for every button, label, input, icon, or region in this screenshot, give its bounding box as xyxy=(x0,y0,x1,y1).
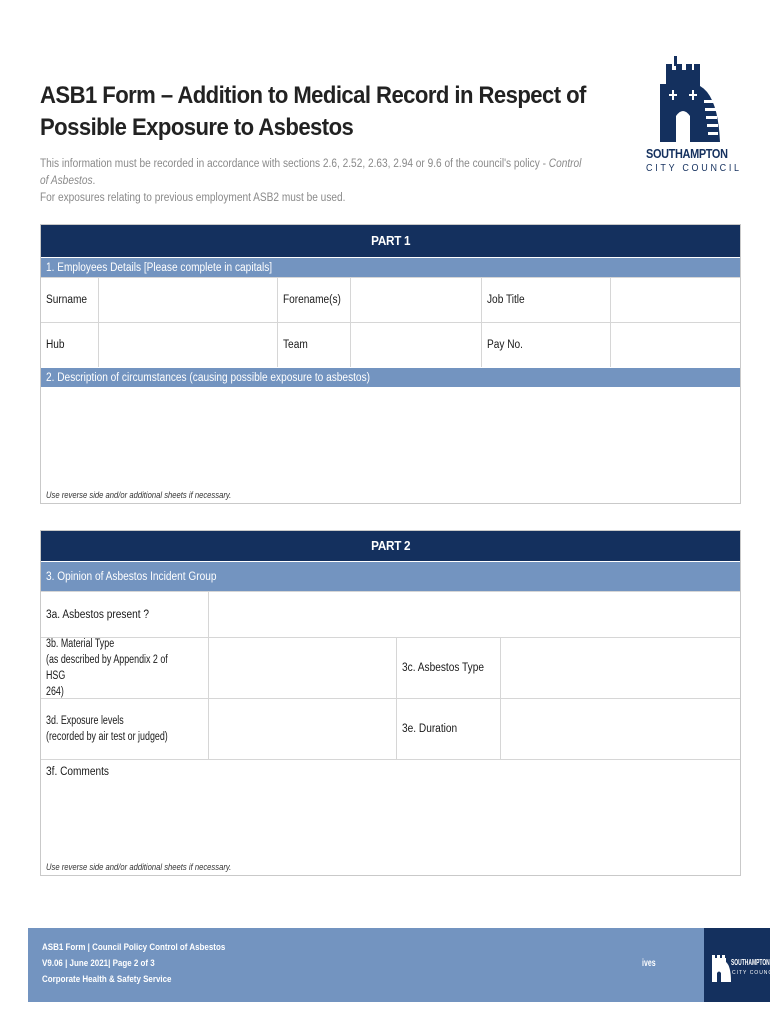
team-label: Team xyxy=(283,339,308,351)
castle-logo-icon xyxy=(654,56,730,142)
section1-header xyxy=(41,257,740,277)
part1-title: PART 1 xyxy=(370,233,411,248)
material-type-label-2: (as described by Appendix 2 of HSG xyxy=(46,654,168,682)
footer-logo-text: SOUTHAMPTON xyxy=(731,958,770,967)
circumstances-input[interactable] xyxy=(41,387,740,503)
footer-line2: V9.06 | June 2021| Page 2 of 3 xyxy=(42,958,155,969)
employee-row-2 xyxy=(41,322,740,367)
footer-castle-icon xyxy=(710,952,732,982)
subtitle-line1-suffix: . xyxy=(92,175,96,187)
subtitle-line2: For exposures relating to previous employment ASB2 must be used. xyxy=(40,192,346,204)
asbestos-present-label: 3a. Asbestos present ? xyxy=(46,608,149,621)
comments-row[interactable] xyxy=(41,759,740,875)
employee-row-1 xyxy=(41,277,740,322)
part2-title: PART 2 xyxy=(370,538,411,553)
surname-label: Surname xyxy=(46,294,88,306)
footer-mid-text: ives xyxy=(642,958,656,969)
footer-text xyxy=(42,940,225,988)
team-input[interactable] xyxy=(351,323,482,367)
hub-label: Hub xyxy=(46,339,65,351)
part2-header xyxy=(41,531,740,561)
team-label-cell xyxy=(278,323,351,367)
duration-label: 3e. Duration xyxy=(402,723,458,735)
pay-no-input[interactable] xyxy=(611,323,740,367)
council-logo xyxy=(646,56,742,192)
material-type-input[interactable] xyxy=(209,638,397,698)
part1-section xyxy=(40,224,741,504)
section2-title: 2. Description of circumstances (causing possible exposure to asbestos) xyxy=(46,372,371,384)
comments-label-cell xyxy=(41,760,740,780)
material-type-row xyxy=(41,637,740,698)
forenames-input[interactable] xyxy=(351,278,482,322)
job-title-label-cell xyxy=(482,278,611,322)
pay-no-label-cell xyxy=(482,323,611,367)
asbestos-present-row xyxy=(41,591,740,637)
exposure-row xyxy=(41,698,740,759)
exposure-label-cell xyxy=(41,699,209,759)
asbestos-type-input[interactable] xyxy=(501,638,740,698)
section3-header xyxy=(41,561,740,591)
exposure-label-2: (recorded by air test or judged) xyxy=(46,731,168,743)
subtitle-line1-prefix: This information must be recorded in accordance with sections 2.6, 2.52, 2.63, 2.94 or 9.6 of the council's policy - xyxy=(40,158,549,170)
section3-title: 3. Opinion of Asbestos Incident Group xyxy=(46,571,217,583)
hub-label-cell xyxy=(41,323,99,367)
duration-input[interactable] xyxy=(501,699,740,759)
section1-title: 1. Employees Details [Please complete in capitals] xyxy=(46,262,273,274)
part2-note: Use reverse side and/or additional sheets if necessary. xyxy=(46,862,232,872)
hub-input[interactable] xyxy=(99,323,278,367)
part1-header xyxy=(41,225,740,257)
page-subtitle xyxy=(40,156,586,207)
exposure-label-1: 3d. Exposure levels xyxy=(46,715,124,727)
page-title: ASB1 Form – Addition to Medical Record in Respect of Possible Exposure to Asbestos xyxy=(40,82,586,141)
job-title-input[interactable] xyxy=(611,278,740,322)
footer-logo xyxy=(704,928,779,1002)
footer-line3: Corporate Health & Safety Service xyxy=(42,974,172,985)
exposure-input[interactable] xyxy=(209,699,397,759)
duration-label-cell xyxy=(397,699,501,759)
page-footer xyxy=(28,928,779,1002)
pay-no-label: Pay No. xyxy=(487,339,524,351)
policy-name: Control of Asbestos xyxy=(40,158,582,187)
logo-council: CITY COUNCIL xyxy=(646,163,742,174)
asbestos-type-label-cell xyxy=(397,638,501,698)
part2-section xyxy=(40,530,741,876)
comments-label: 3f. Comments xyxy=(46,766,109,778)
logo-name: SOUTHAMPTON xyxy=(646,146,728,161)
footer-logo-sub: CITY COUNCIL xyxy=(732,970,779,976)
surname-label-cell xyxy=(41,278,99,322)
job-title-label: Job Title xyxy=(487,294,525,306)
part1-note: Use reverse side and/or additional sheets if necessary. xyxy=(46,490,232,500)
surname-input[interactable] xyxy=(99,278,278,322)
material-type-label-1: 3b. Material Type xyxy=(46,638,115,650)
forenames-label-cell xyxy=(278,278,351,322)
asbestos-present-label-cell xyxy=(41,592,209,637)
forenames-label: Forename(s) xyxy=(283,294,341,306)
section2-header xyxy=(41,367,740,387)
footer-line1: ASB1 Form | Council Policy Control of Asbestos xyxy=(42,942,226,953)
material-type-label-3: 264) xyxy=(46,686,64,698)
asbestos-type-label: 3c. Asbestos Type xyxy=(402,662,484,674)
material-type-label-cell xyxy=(41,638,209,698)
asbestos-present-input[interactable] xyxy=(209,592,740,637)
